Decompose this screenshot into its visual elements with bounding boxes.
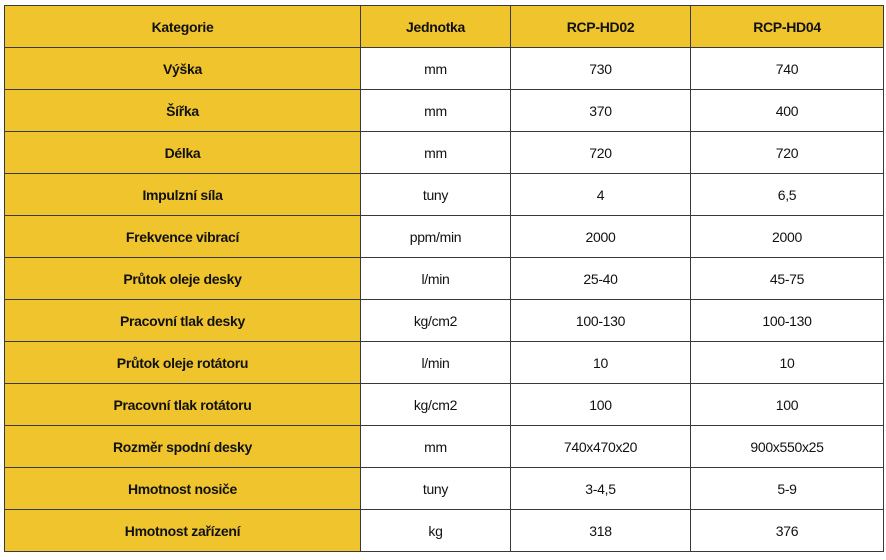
header-unit: Jednotka: [361, 6, 511, 48]
row-value-hd04: 10: [691, 342, 884, 384]
row-value-hd04: 400: [691, 90, 884, 132]
row-value-hd02: 4: [511, 174, 691, 216]
row-unit: tuny: [361, 468, 511, 510]
row-unit: mm: [361, 132, 511, 174]
row-unit: tuny: [361, 174, 511, 216]
table-row: [5, 48, 884, 90]
spec-table: [4, 5, 884, 552]
row-category: Frekvence vibrací: [5, 216, 361, 258]
row-value-hd02: 10: [511, 342, 691, 384]
table-row: [5, 384, 884, 426]
header-category: Kategorie: [5, 6, 361, 48]
row-value-hd04: 740: [691, 48, 884, 90]
row-unit: l/min: [361, 342, 511, 384]
row-value-hd04: 45-75: [691, 258, 884, 300]
row-unit: ppm/min: [361, 216, 511, 258]
row-value-hd02: 720: [511, 132, 691, 174]
row-category: Průtok oleje rotátoru: [5, 342, 361, 384]
table-row: [5, 426, 884, 468]
row-category: Šířka: [5, 90, 361, 132]
row-category: Délka: [5, 132, 361, 174]
row-category: Rozměr spodní desky: [5, 426, 361, 468]
row-unit: mm: [361, 48, 511, 90]
row-value-hd02: 100-130: [511, 300, 691, 342]
row-category: Výška: [5, 48, 361, 90]
row-value-hd04: 100: [691, 384, 884, 426]
row-unit: mm: [361, 426, 511, 468]
table-row: [5, 300, 884, 342]
row-value-hd02: 370: [511, 90, 691, 132]
row-category: Pracovní tlak desky: [5, 300, 361, 342]
row-value-hd02: 730: [511, 48, 691, 90]
row-value-hd04: 2000: [691, 216, 884, 258]
table-row: [5, 258, 884, 300]
header-row: [5, 6, 884, 48]
table-row: [5, 90, 884, 132]
row-unit: mm: [361, 90, 511, 132]
row-unit: l/min: [361, 258, 511, 300]
table-row: [5, 174, 884, 216]
row-value-hd02: 2000: [511, 216, 691, 258]
row-unit: kg/cm2: [361, 384, 511, 426]
row-value-hd02: 740x470x20: [511, 426, 691, 468]
row-value-hd04: 900x550x25: [691, 426, 884, 468]
table-row: [5, 342, 884, 384]
row-value-hd02: 318: [511, 510, 691, 552]
row-category: Průtok oleje desky: [5, 258, 361, 300]
row-value-hd04: 5-9: [691, 468, 884, 510]
row-category: Hmotnost zařízení: [5, 510, 361, 552]
spec-table-container: [4, 5, 884, 552]
table-row: [5, 468, 884, 510]
table-row: [5, 510, 884, 552]
header-model-hd04: RCP-HD04: [691, 6, 884, 48]
header-model-hd02: RCP-HD02: [511, 6, 691, 48]
row-category: Hmotnost nosiče: [5, 468, 361, 510]
row-value-hd04: 100-130: [691, 300, 884, 342]
row-category: Pracovní tlak rotátoru: [5, 384, 361, 426]
row-value-hd02: 3-4,5: [511, 468, 691, 510]
table-row: [5, 216, 884, 258]
row-value-hd02: 25-40: [511, 258, 691, 300]
row-unit: kg/cm2: [361, 300, 511, 342]
row-unit: kg: [361, 510, 511, 552]
row-category: Impulzní síla: [5, 174, 361, 216]
row-value-hd02: 100: [511, 384, 691, 426]
table-row: [5, 132, 884, 174]
row-value-hd04: 376: [691, 510, 884, 552]
row-value-hd04: 720: [691, 132, 884, 174]
row-value-hd04: 6,5: [691, 174, 884, 216]
